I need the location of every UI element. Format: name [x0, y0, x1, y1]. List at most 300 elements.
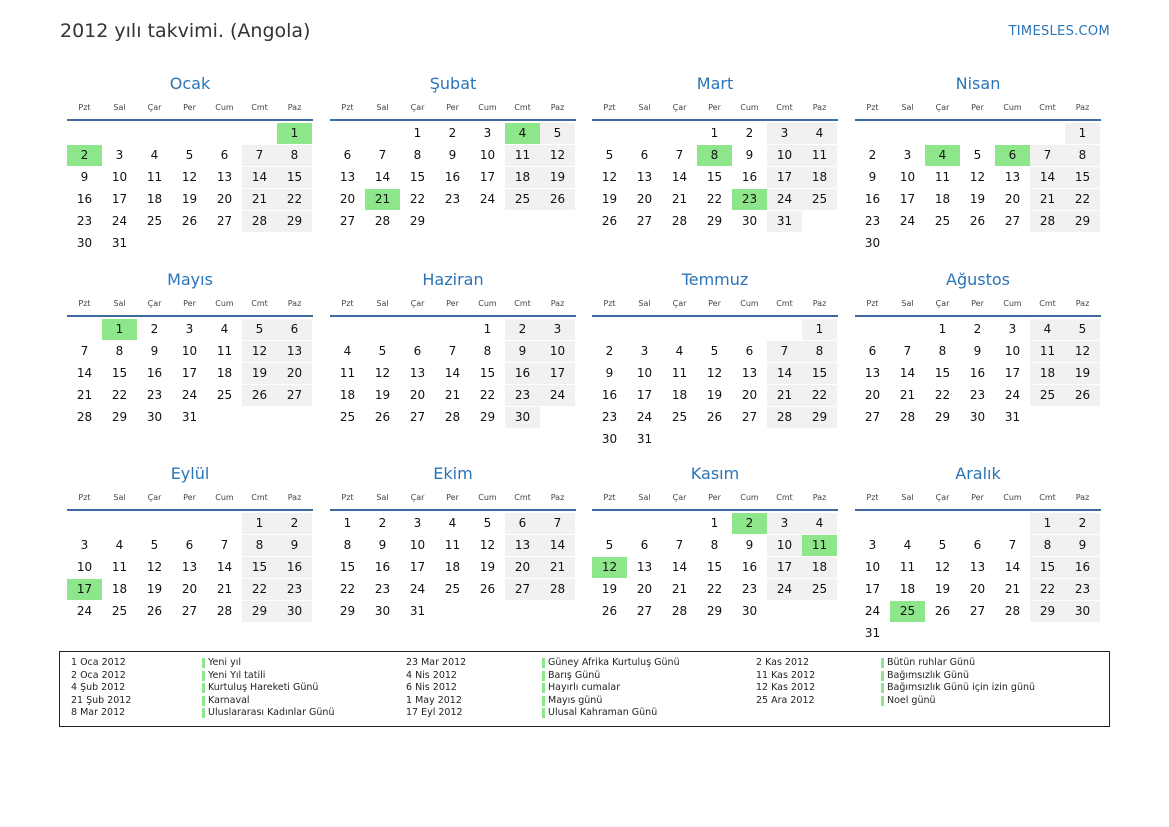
day-cell: 21 — [444, 388, 461, 402]
day-cell: 19 — [181, 192, 198, 206]
weekday-label: Çar — [410, 493, 425, 502]
weekday-label: Per — [446, 103, 459, 112]
day-cell: 10 — [767, 145, 802, 166]
weekday-label: Pzt — [341, 493, 354, 502]
weekday-label: Pzt — [78, 103, 91, 112]
day-cell: 29 — [934, 410, 951, 424]
day-cell: 22 — [934, 388, 951, 402]
day-cell: 19 — [969, 192, 986, 206]
day-cell: 16 — [601, 388, 618, 402]
day-cell: 8 — [115, 344, 124, 358]
day-cell: 24 — [767, 189, 802, 210]
day-cell: 20 — [636, 582, 653, 596]
day-cell: 6 — [277, 319, 312, 340]
day-cell: 2 — [605, 344, 614, 358]
day-cell: 31 — [181, 410, 198, 424]
day-cell: 16 — [969, 366, 986, 380]
day-cell: 5 — [185, 148, 194, 162]
day-grid — [67, 123, 313, 263]
day-cell: 15 — [479, 366, 496, 380]
weekday-label: Cum — [478, 493, 497, 502]
weekday-label: Cmt — [776, 103, 793, 112]
day-cell: 25 — [505, 189, 540, 210]
day-cell: 23 — [505, 385, 540, 406]
day-cell: 12 — [181, 170, 198, 184]
day-cell: 18 — [339, 388, 356, 402]
day-cell: 31 — [409, 604, 426, 618]
day-cell: 15 — [409, 170, 426, 184]
day-cell: 27 — [864, 410, 881, 424]
weekday-label: Cmt — [776, 299, 793, 308]
day-cell: 16 — [741, 560, 758, 574]
weekday-label: Per — [183, 103, 196, 112]
day-cell: 29 — [706, 604, 723, 618]
month-divider — [592, 119, 838, 121]
day-cell: 21 — [76, 388, 93, 402]
day-cell: 18 — [111, 582, 128, 596]
day-cell: 23 — [374, 582, 391, 596]
day-cell: 18 — [216, 366, 233, 380]
site-link[interactable]: TIMESLES.COM — [1008, 24, 1110, 39]
day-cell: 26 — [1065, 385, 1100, 406]
day-cell: 7 — [1030, 145, 1065, 166]
day-cell: 11 — [802, 145, 837, 166]
weekday-header — [855, 299, 1101, 311]
day-cell: 18 — [671, 388, 688, 402]
weekday-label: Per — [971, 299, 984, 308]
day-cell: 5 — [540, 123, 575, 144]
day-cell: 8 — [277, 145, 312, 166]
day-cell: 14 — [242, 167, 277, 188]
day-cell: 26 — [242, 385, 277, 406]
day-cell: 6 — [413, 344, 422, 358]
day-cell: 18 — [934, 192, 951, 206]
month-name: Nisan — [955, 74, 1001, 93]
day-cell: 12 — [934, 560, 951, 574]
day-cell: 23 — [277, 579, 312, 600]
legend-holiday-name: Karnaval — [202, 695, 334, 708]
day-cell: 16 — [374, 560, 391, 574]
day-cell: 11 — [505, 145, 540, 166]
day-cell: 27 — [339, 214, 356, 228]
month-divider — [330, 509, 576, 511]
weekday-label: Cmt — [1039, 493, 1056, 502]
day-cell: 14 — [216, 560, 233, 574]
day-cell: 15 — [242, 557, 277, 578]
day-cell: 25 — [802, 189, 837, 210]
day-cell: 20 — [339, 192, 356, 206]
month-divider — [67, 315, 313, 317]
day-cell: 14 — [76, 366, 93, 380]
day-cell: 7 — [220, 538, 229, 552]
day-cell: 28 — [242, 211, 277, 232]
day-cell: 25 — [934, 214, 951, 228]
weekday-label: Sal — [376, 493, 389, 502]
day-cell: 26 — [146, 604, 163, 618]
day-cell: 15 — [1065, 167, 1100, 188]
weekday-label: Cmt — [251, 103, 268, 112]
day-cell: 20 — [505, 557, 540, 578]
day-cell: 4 — [343, 344, 352, 358]
legend-holiday-name: Barış Günü — [542, 670, 680, 683]
month-name: Şubat — [429, 74, 477, 93]
day-cell: 7 — [675, 538, 684, 552]
legend-holiday-name: Bütün ruhlar Günü — [881, 657, 1035, 670]
weekday-label: Paz — [550, 493, 565, 502]
day-cell: 11 — [899, 560, 916, 574]
legend-date: 23 Mar 2012 — [406, 657, 467, 668]
day-cell: 2 — [378, 516, 387, 530]
day-cell: 6 — [745, 344, 754, 358]
weekday-label: Cmt — [1039, 299, 1056, 308]
day-cell: 13 — [277, 341, 312, 362]
day-cell: 18 — [505, 167, 540, 188]
day-cell: 23 — [1065, 579, 1100, 600]
weekday-label: Paz — [1075, 299, 1090, 308]
day-cell: 30 — [741, 214, 758, 228]
day-cell: 4 — [115, 538, 124, 552]
day-grid — [330, 319, 576, 459]
legend-holiday-name: Ulusal Kahraman Günü — [542, 707, 680, 720]
month-divider — [592, 509, 838, 511]
day-cell: 7 — [1008, 538, 1017, 552]
day-cell: 8 — [1065, 145, 1100, 166]
legend-holiday-name: Yeni yıl — [202, 657, 334, 670]
day-cell: 22 — [706, 192, 723, 206]
day-cell: 22 — [111, 388, 128, 402]
day-cell: 9 — [150, 344, 159, 358]
legend-name-column — [542, 657, 680, 720]
day-cell: 19 — [242, 363, 277, 384]
month-block — [592, 270, 838, 460]
day-cell: 25 — [146, 214, 163, 228]
day-cell: 14 — [540, 535, 575, 556]
day-cell: 13 — [636, 560, 653, 574]
day-cell: 16 — [505, 363, 540, 384]
month-name: Kasım — [690, 464, 740, 483]
day-cell: 30 — [969, 410, 986, 424]
weekday-label: Paz — [812, 299, 827, 308]
day-cell: 4 — [1030, 319, 1065, 340]
day-cell: 11 — [111, 560, 128, 574]
day-cell: 11 — [216, 344, 233, 358]
day-grid — [855, 123, 1101, 263]
day-cell: 17 — [636, 388, 653, 402]
day-cell: 29 — [706, 214, 723, 228]
day-cell: 9 — [277, 535, 312, 556]
day-cell: 23 — [601, 410, 618, 424]
day-cell: 13 — [216, 170, 233, 184]
day-cell: 17 — [1004, 366, 1021, 380]
weekday-label: Paz — [550, 299, 565, 308]
day-cell: 10 — [767, 535, 802, 556]
month-name: Aralık — [955, 464, 1001, 483]
day-cell: 17 — [899, 192, 916, 206]
day-grid — [330, 123, 576, 263]
day-cell: 24 — [540, 385, 575, 406]
weekday-label: Cum — [478, 103, 497, 112]
legend-date: 4 Nis 2012 — [406, 669, 457, 681]
day-cell: 13 — [969, 560, 986, 574]
day-cell: 2 — [448, 126, 457, 140]
day-cell: 26 — [706, 410, 723, 424]
weekday-label: Paz — [1075, 493, 1090, 502]
weekday-label: Cum — [740, 493, 759, 502]
day-cell: 4 — [220, 322, 229, 336]
day-cell: 29 — [111, 410, 128, 424]
day-cell: 29 — [1065, 211, 1100, 232]
weekday-label: Sal — [901, 299, 914, 308]
day-cell: 6 — [343, 148, 352, 162]
holiday-day-cell: 21 — [365, 189, 400, 210]
legend-date: 21 Şub 2012 — [71, 694, 132, 706]
day-cell: 22 — [706, 582, 723, 596]
day-cell: 10 — [181, 344, 198, 358]
weekday-label: Çar — [410, 299, 425, 308]
day-cell: 5 — [605, 538, 614, 552]
month-name: Eylül — [170, 464, 210, 483]
day-cell: 22 — [242, 579, 277, 600]
legend-holiday-name: Yeni Yıl tatili — [202, 670, 334, 683]
day-cell: 11 — [444, 538, 461, 552]
day-cell: 21 — [242, 189, 277, 210]
weekday-header — [592, 493, 838, 505]
day-cell: 2 — [505, 319, 540, 340]
weekday-label: Çar — [410, 103, 425, 112]
day-cell: 8 — [1030, 535, 1065, 556]
day-cell: 19 — [706, 388, 723, 402]
day-cell: 14 — [767, 363, 802, 384]
day-cell: 27 — [1004, 214, 1021, 228]
weekday-label: Sal — [113, 493, 126, 502]
day-cell: 2 — [150, 322, 159, 336]
weekday-header — [330, 299, 576, 311]
holiday-day-cell: 1 — [277, 123, 312, 144]
day-grid — [592, 513, 838, 653]
day-cell: 5 — [242, 319, 277, 340]
holiday-day-cell: 17 — [67, 579, 102, 600]
day-cell: 9 — [448, 148, 457, 162]
day-cell: 9 — [1065, 535, 1100, 556]
day-cell: 16 — [444, 170, 461, 184]
day-cell: 4 — [802, 513, 837, 534]
day-cell: 30 — [505, 407, 540, 428]
day-cell: 5 — [605, 148, 614, 162]
day-cell: 11 — [671, 366, 688, 380]
day-cell: 19 — [601, 192, 618, 206]
weekday-label: Paz — [550, 103, 565, 112]
month-block — [855, 464, 1101, 654]
day-cell: 15 — [277, 167, 312, 188]
day-cell: 15 — [706, 560, 723, 574]
day-cell: 5 — [973, 148, 982, 162]
day-cell: 12 — [540, 145, 575, 166]
day-cell: 28 — [1004, 604, 1021, 618]
legend-date: 4 Şub 2012 — [71, 682, 126, 694]
day-cell: 14 — [1004, 560, 1021, 574]
weekday-label: Sal — [638, 103, 651, 112]
holiday-day-cell: 12 — [592, 557, 627, 578]
weekday-label: Pzt — [866, 103, 879, 112]
legend-date: 8 Mar 2012 — [71, 707, 126, 719]
day-cell: 15 — [934, 366, 951, 380]
legend-holiday-name: Güney Afrika Kurtuluş Günü — [542, 657, 680, 670]
day-cell: 20 — [741, 388, 758, 402]
weekday-label: Per — [708, 103, 721, 112]
day-cell: 29 — [277, 211, 312, 232]
day-cell: 12 — [242, 341, 277, 362]
day-cell: 1 — [802, 319, 837, 340]
month-name: Haziran — [422, 270, 484, 289]
day-cell: 9 — [505, 341, 540, 362]
day-cell: 29 — [1030, 601, 1065, 622]
day-cell: 15 — [1030, 557, 1065, 578]
weekday-label: Paz — [287, 103, 302, 112]
day-cell: 19 — [540, 167, 575, 188]
day-cell: 3 — [185, 322, 194, 336]
day-cell: 13 — [1004, 170, 1021, 184]
day-cell: 20 — [181, 582, 198, 596]
legend-holiday-name: Bağımsızlık Günü için izin günü — [881, 682, 1035, 695]
day-cell: 29 — [409, 214, 426, 228]
month-name: Ekim — [433, 464, 473, 483]
day-cell: 24 — [111, 214, 128, 228]
month-divider — [67, 509, 313, 511]
weekday-label: Çar — [147, 103, 162, 112]
day-cell: 23 — [76, 214, 93, 228]
legend-date-column — [406, 657, 466, 720]
day-cell: 24 — [76, 604, 93, 618]
day-cell: 30 — [864, 236, 881, 250]
month-block — [330, 464, 576, 654]
holiday-day-cell: 25 — [890, 601, 925, 622]
day-cell: 16 — [864, 192, 881, 206]
day-cell: 2 — [973, 322, 982, 336]
weekday-label: Sal — [376, 103, 389, 112]
page-title: 2012 yılı takvimi. (Angola) — [60, 20, 311, 42]
day-cell: 9 — [605, 366, 614, 380]
weekday-label: Cum — [740, 103, 759, 112]
day-cell: 22 — [339, 582, 356, 596]
day-cell: 14 — [671, 170, 688, 184]
weekday-label: Çar — [672, 493, 687, 502]
legend-holiday-name: Hayırlı cumalar — [542, 682, 680, 695]
legend-holiday-name: Mayıs günü — [542, 695, 680, 708]
month-divider — [855, 509, 1101, 511]
month-divider — [592, 315, 838, 317]
day-cell: 7 — [242, 145, 277, 166]
holiday-day-cell: 2 — [67, 145, 102, 166]
weekday-label: Paz — [287, 493, 302, 502]
weekday-label: Cmt — [251, 299, 268, 308]
weekday-header — [330, 103, 576, 115]
day-cell: 19 — [479, 560, 496, 574]
weekday-label: Çar — [935, 493, 950, 502]
day-cell: 30 — [601, 432, 618, 446]
weekday-label: Paz — [812, 103, 827, 112]
weekday-label: Per — [708, 493, 721, 502]
weekday-label: Cum — [1003, 299, 1022, 308]
day-cell: 10 — [1004, 344, 1021, 358]
day-grid — [67, 319, 313, 459]
day-cell: 26 — [479, 582, 496, 596]
weekday-label: Çar — [935, 103, 950, 112]
holiday-day-cell: 1 — [102, 319, 137, 340]
day-grid — [592, 319, 838, 459]
holiday-day-cell: 4 — [505, 123, 540, 144]
day-cell: 27 — [505, 579, 540, 600]
weekday-label: Cum — [1003, 103, 1022, 112]
weekday-label: Cmt — [776, 493, 793, 502]
legend-date: 6 Nis 2012 — [406, 682, 457, 694]
weekday-label: Cum — [478, 299, 497, 308]
weekday-label: Çar — [935, 299, 950, 308]
day-cell: 21 — [216, 582, 233, 596]
day-cell: 16 — [1065, 557, 1100, 578]
day-cell: 25 — [216, 388, 233, 402]
day-cell: 9 — [745, 538, 754, 552]
day-cell: 6 — [868, 344, 877, 358]
weekday-label: Pzt — [341, 103, 354, 112]
day-cell: 8 — [343, 538, 352, 552]
day-cell: 21 — [671, 192, 688, 206]
day-cell: 3 — [540, 319, 575, 340]
day-cell: 30 — [76, 236, 93, 250]
day-cell: 13 — [505, 535, 540, 556]
month-block — [592, 464, 838, 654]
month-name: Ocak — [169, 74, 211, 93]
weekday-label: Sal — [376, 299, 389, 308]
day-cell: 16 — [76, 192, 93, 206]
day-cell: 27 — [969, 604, 986, 618]
day-cell: 9 — [868, 170, 877, 184]
legend-holiday-name: Kurtuluş Hareketi Günü — [202, 682, 334, 695]
day-cell: 28 — [374, 214, 391, 228]
day-cell: 30 — [374, 604, 391, 618]
legend-date: 1 May 2012 — [406, 694, 462, 706]
day-cell: 23 — [864, 214, 881, 228]
day-cell: 16 — [741, 170, 758, 184]
day-cell: 17 — [767, 557, 802, 578]
day-cell: 24 — [479, 192, 496, 206]
day-cell: 6 — [973, 538, 982, 552]
weekday-label: Per — [446, 299, 459, 308]
day-cell: 3 — [767, 513, 802, 534]
day-cell: 10 — [864, 560, 881, 574]
day-cell: 6 — [505, 513, 540, 534]
weekday-label: Per — [183, 493, 196, 502]
holiday-day-cell: 2 — [732, 513, 767, 534]
day-cell: 1 — [343, 516, 352, 530]
day-cell: 14 — [374, 170, 391, 184]
day-cell: 9 — [745, 148, 754, 162]
day-cell: 10 — [76, 560, 93, 574]
day-cell: 23 — [146, 388, 163, 402]
weekday-label: Sal — [113, 299, 126, 308]
weekday-label: Per — [183, 299, 196, 308]
weekday-label: Pzt — [78, 493, 91, 502]
weekday-label: Cmt — [514, 103, 531, 112]
day-cell: 14 — [1030, 167, 1065, 188]
day-cell: 18 — [1030, 363, 1065, 384]
day-cell: 12 — [706, 366, 723, 380]
day-cell: 10 — [899, 170, 916, 184]
weekday-label: Pzt — [866, 299, 879, 308]
month-divider — [330, 119, 576, 121]
day-grid — [67, 513, 313, 653]
weekday-label: Sal — [113, 103, 126, 112]
day-cell: 20 — [969, 582, 986, 596]
